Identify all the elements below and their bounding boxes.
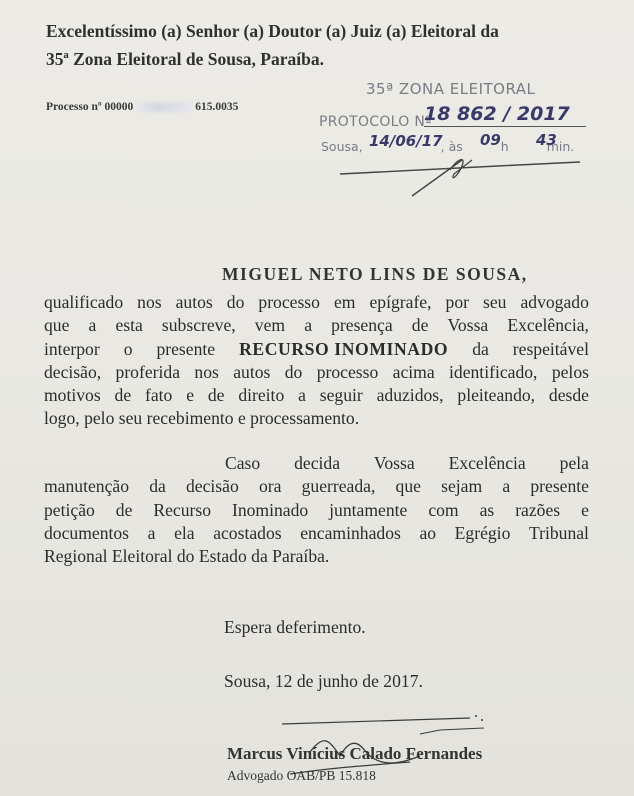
word: ao — [419, 522, 437, 543]
word: petição — [44, 499, 95, 520]
word: a — [502, 476, 511, 497]
stamp-min-value: 43 — [536, 131, 557, 149]
stamp-hour-value: 09 — [480, 131, 501, 149]
word: Vossa — [373, 453, 415, 473]
word: fato — [145, 385, 173, 406]
word: razões — [515, 499, 561, 520]
word: qualificado — [44, 292, 124, 312]
word: a — [147, 522, 156, 543]
word: esta — [115, 315, 143, 336]
word: presente — [530, 476, 589, 497]
word: de — [207, 385, 225, 406]
word: epígrafe, — [369, 292, 432, 312]
stamp-h-label: h — [500, 139, 509, 154]
word: de — [411, 315, 429, 336]
party-name: MIGUEL NETO LINS DE SOUSA, — [222, 264, 528, 284]
process-number — [46, 101, 238, 113]
word: Caso — [225, 453, 261, 473]
word: autos — [233, 361, 271, 382]
word: por — [445, 292, 469, 312]
word: do — [226, 292, 245, 312]
word: direito — [238, 385, 285, 406]
paragraph-1-line — [44, 314, 589, 337]
word: Egrégio — [454, 522, 511, 543]
word: do — [284, 361, 303, 382]
paragraph-2-text: Regional Eleitoral do Estado da Paraíba. — [44, 546, 330, 567]
word: processo — [258, 292, 320, 312]
word: Recurso — [153, 499, 211, 520]
word: decida — [294, 453, 341, 473]
word: vem — [254, 315, 286, 336]
word: pelos — [551, 361, 589, 382]
word: identificado, — [449, 361, 538, 382]
paragraph-2-line — [44, 522, 589, 545]
paragraph-2-line — [44, 545, 589, 568]
word: da — [472, 338, 489, 359]
word: motivos — [44, 385, 101, 406]
stamp-protocolo-value: 18 862 / 2017 — [424, 103, 570, 125]
word: interpor — [44, 338, 100, 359]
paragraph-2-line — [225, 452, 589, 475]
word: proferida — [115, 361, 181, 382]
stamp-as-label: , às — [440, 139, 463, 154]
paragraph-2-line — [44, 499, 589, 522]
word: juntamente — [329, 499, 408, 520]
place-and-date: Sousa, 12 de junho de 2017. — [224, 671, 423, 691]
word: sejam — [441, 476, 483, 497]
stamp-initials-scribble — [330, 152, 590, 202]
word: a — [88, 315, 97, 336]
word: e — [581, 499, 589, 520]
paragraph-2 — [44, 452, 589, 568]
word: Inominado — [231, 499, 309, 520]
paragraph-1-text: logo, pelo seu recebimento e processamento. — [44, 408, 360, 429]
signatory-name: Marcus Vinícius Calado Fernandes — [227, 744, 483, 763]
paragraph-1-line — [44, 291, 589, 314]
word: pleiteando, — [457, 385, 536, 406]
word: decisão, — [44, 361, 102, 382]
word: aduzidos, — [376, 385, 444, 406]
stamp-date-value: 14/06/17 — [369, 132, 443, 150]
stamp-protocolo-underline — [424, 126, 586, 127]
word: Tribunal — [528, 522, 589, 543]
word: nos — [137, 292, 162, 312]
stamp-protocolo-label: PROTOCOLO Nº — [319, 114, 432, 130]
word: presença — [331, 315, 393, 336]
word: e — [186, 385, 195, 406]
word: da — [149, 476, 166, 497]
word: autos — [175, 292, 213, 312]
paragraph-1-line — [44, 384, 589, 407]
word: decisão — [185, 476, 239, 497]
word: respeitável — [512, 338, 589, 359]
word: que — [44, 315, 70, 336]
word: Excelência, — [507, 315, 589, 336]
process-number-prefix: Processo nº 00000 — [46, 101, 134, 113]
word: guerreada, — [301, 476, 376, 497]
addressee-line-1: Excelentíssimo (a) Senhor (a) Doutor (a) Juiz (a) Eleitoral da — [46, 21, 499, 41]
word: nos — [194, 361, 219, 382]
paragraph-1-line — [44, 338, 589, 361]
paragraph-2-line — [44, 475, 589, 498]
word: seguir — [319, 385, 363, 406]
word: as — [479, 499, 495, 520]
paragraph-1 — [44, 291, 589, 431]
word: subscreve, — [161, 315, 236, 336]
word: processo — [316, 361, 379, 382]
stamp-min-label: min. — [546, 139, 575, 154]
paragraph-1-line — [44, 407, 589, 430]
word: pela — [559, 453, 589, 473]
stamp-sousa-label: Sousa, — [321, 139, 363, 154]
word: em — [333, 292, 356, 312]
bold-phrase: RECURSO INOMINADO — [239, 338, 449, 359]
word: que — [395, 476, 421, 497]
word: acostados — [213, 522, 282, 543]
word: advogado — [520, 292, 589, 312]
word: com — [428, 499, 459, 520]
signatory-role: Advogado OAB/PB 15.818 — [227, 768, 376, 783]
stamp-title: 35ª ZONA ELEITORAL — [366, 80, 536, 98]
word: ela — [174, 522, 195, 543]
word: documentos — [44, 522, 130, 543]
word: presente — [156, 338, 216, 359]
word: ora — [258, 476, 282, 497]
paragraph-1-line — [44, 361, 589, 384]
addressee-header — [46, 17, 606, 73]
word: de — [115, 499, 133, 520]
process-number-suffix: 615.0035 — [195, 101, 239, 113]
addressee-line-2: 35ª Zona Eleitoral de Sousa, Paraíba. — [46, 49, 324, 69]
word: a — [304, 315, 313, 336]
word: seu — [483, 292, 507, 312]
word: Excelência — [448, 453, 526, 473]
word: encaminhados — [300, 522, 401, 543]
word: o — [123, 338, 133, 359]
word: acima — [392, 361, 435, 382]
closing-request: Espera deferimento. — [224, 617, 366, 637]
word: de — [114, 385, 132, 406]
redaction-blur — [135, 102, 193, 112]
word: Vossa — [447, 315, 489, 336]
word: manutenção — [44, 476, 129, 497]
word: desde — [548, 385, 589, 406]
word: a — [298, 385, 306, 406]
